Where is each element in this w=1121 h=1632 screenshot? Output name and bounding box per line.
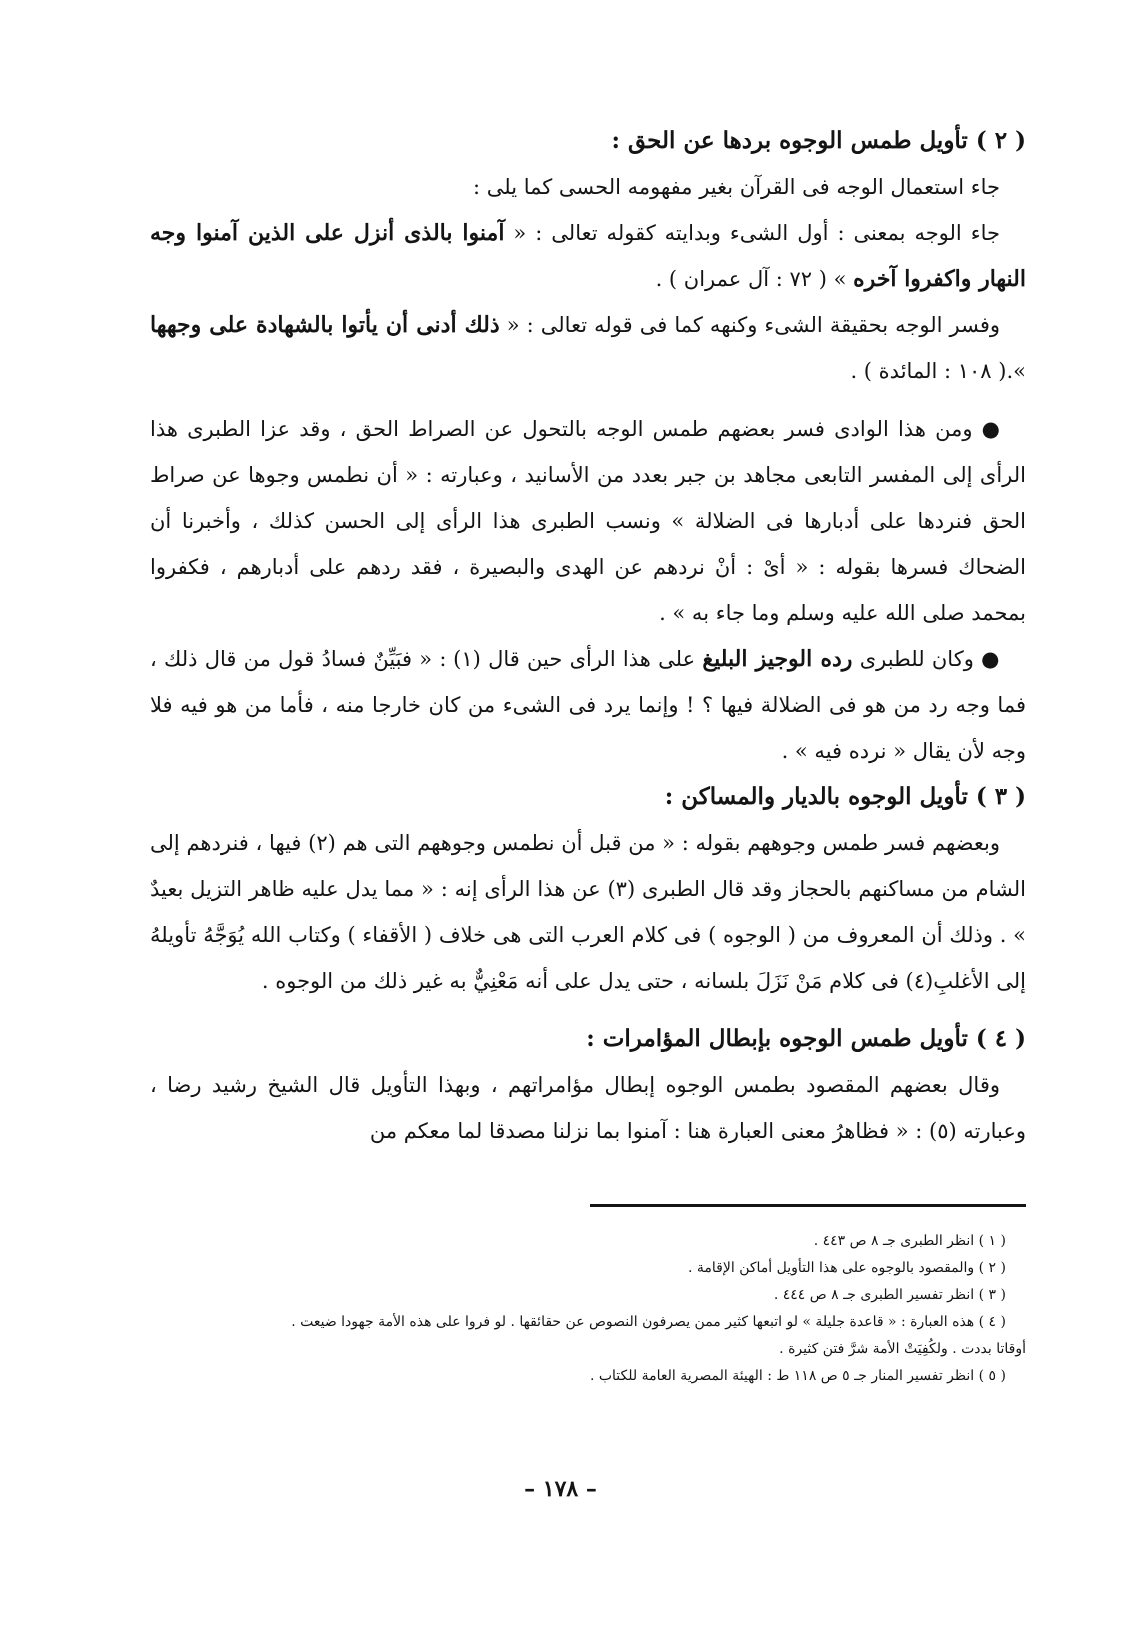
page-number: – ١٧٨ – <box>524 1476 597 1502</box>
section-4-paragraph-1: وقال بعضهم المقصود بطمس الوجوه إبطال مؤامراتهم ، وبهذا التأويل قال الشيخ رشيد رضا ، وعبارته (٥) : « فظاهرُ معنى العبارة هنا : آمنوا بما نزلنا مصدقا لما معكم من <box>150 1073 1026 1143</box>
footnotes <box>150 1228 1026 1390</box>
section-2-paragraph-5 <box>150 636 1026 774</box>
p3-text-post: ».( ١٠٨ : المائدة ) . <box>850 359 1026 383</box>
p3-text-pre: وفسر الوجه بحقيقة الشىء وكنهه كما فى قوله تعالى : « <box>499 313 1001 337</box>
section-2-heading: ( ٢ ) تأويل طمس الوجوه بردها عن الحق : <box>611 127 1026 154</box>
section-3-paragraph-1: وبعضهم فسر طمس وجوههم بقوله : « من قبل أن نطمس وجوههم التى هم (٢) فيها ، فنردهم إلى الشام من مساكنهم بالحجاز وقد قال الطبرى (٣) عن هذا الرأى إنه : « مما يدل عليه ظاهر التزيل بعيدٌ » . وذلك أن المعروف من ( الوجوه ) فى كلام العرب التى هى خلاف ( الأقفاء ) وكتاب الله يُوَجَّهُ تأويلهُ إلى الأغلبِ(٤) فى كلام مَنْ نَزَلَ بلسانه ، حتى يدل على أنه مَعْنِيٌّ به غير ذلك من الوجوه . <box>150 831 1027 993</box>
p5-text-post: على هذا الرأى حين قال (١) : « فبَيِّنٌ فسادُ قول من قال ذلك ، فما وجه رد من هو فى الضلالة فيها ؟ ! وإنما يرد فى الشىء من كان خارجا منه ، فأما من هو فيه فلا وجه لأن يقال « نرده فيه » . <box>150 647 1026 763</box>
p2-text-pre: جاء الوجه بمعنى : أول الشىء وبدايته كقوله تعالى : « <box>504 221 1000 245</box>
footnote-5: ( ٥ ) انظر تفسير المنار جـ ٥ ص ١١٨ ط : الهيئة المصرية العامة للكتاب . <box>589 1368 1006 1384</box>
footnote-divider <box>590 1204 1026 1207</box>
section-2-paragraph-1: جاء استعمال الوجه فى القرآن بغير مفهومه الحسى كما يلى : <box>472 175 1000 199</box>
p2-text-post: » ( ٧٢ : آل عمران ) . <box>655 267 854 291</box>
section-2-paragraph-4: ● ومن هذا الوادى فسر بعضهم طمس الوجه بالتحول عن الصراط الحق ، وقد عزا الطبرى هذا الرأى إلى المفسر التابعى مجاهد بن جبر بعدد من الأسانيد ، وعبارته : « أن نطمس وجوها عن صراط الحق فنردها على أدبارها فى الضلالة » ونسب الطبرى هذا الرأى إلى الحسن كذلك ، وأخبرنا أن الضحاك فسرها بقوله : « أىْ : أنْ نردهم عن الهدى والبصيرة ، فقد ردهم على أدبارهم ، فكفروا بمحمد صلى الله عليه وسلم وما جاء به » . <box>150 417 1026 625</box>
footnote-3: ( ٣ ) انظر تفسير الطبرى جـ ٨ ص ٤٤٤ . <box>773 1287 1006 1303</box>
section-3-heading: ( ٣ ) تأويل الوجوه بالديار والمساكن : <box>664 783 1026 810</box>
footnote-4: ( ٤ ) هذه العبارة : « قاعدة جليلة » لو اتبعها كثير ممن يصرفون النصوص عن حقائقها . لو فروا على هذه الأمة جهودا ضيعت . <box>291 1314 1006 1330</box>
section-2-paragraph-3 <box>150 302 1026 394</box>
section-4-heading: ( ٤ ) تأويل طمس الوجوه بإبطال المؤامرات : <box>586 1025 1026 1052</box>
quran-quote-2: ذلك أدنى أن يأتوا بالشهادة على وجهها <box>150 312 500 338</box>
p5-bold-phrase: رده الوجيز البليغ <box>702 646 853 672</box>
footnote-4-continuation: أوقاتا بددت . ولكُفِيَتْ الأمة شرَّ فتن كثيرة . <box>779 1341 1026 1357</box>
section-2-paragraph-2 <box>150 210 1026 302</box>
main-text <box>150 118 1026 1154</box>
footnote-1: ( ١ ) انظر الطبرى جـ ٨ ص ٤٤٣ . <box>813 1233 1006 1249</box>
p5-text-pre: ● وكان للطبرى <box>852 647 1000 671</box>
footnote-2: ( ٢ ) والمقصود بالوجوه على هذا التأويل أماكن الإقامة . <box>688 1260 1006 1276</box>
quran-quote-1: آمنوا بالذى أنزل على الذين آمنوا وجه النهار واكفروا آخره <box>150 220 1026 292</box>
